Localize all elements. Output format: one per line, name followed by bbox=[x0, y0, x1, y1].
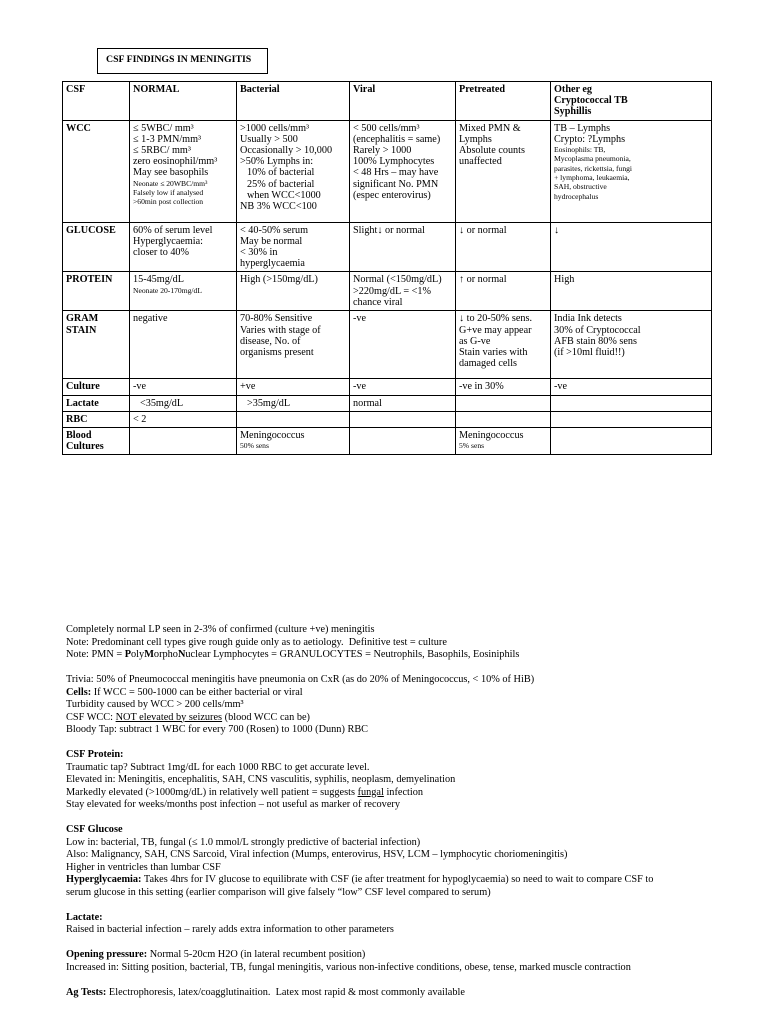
cell-text: Viral bbox=[353, 84, 376, 95]
cell-text: closer to 40% bbox=[133, 247, 190, 259]
cell-text: WCC bbox=[66, 122, 91, 134]
note-block bbox=[66, 949, 756, 974]
table-row bbox=[63, 311, 712, 379]
table-cell bbox=[456, 411, 551, 427]
cell-text: Absolute counts bbox=[459, 145, 525, 157]
cell-text: >50% Lymphs in: bbox=[240, 156, 314, 168]
table-cell bbox=[456, 428, 551, 455]
cell-text: damaged cells bbox=[459, 358, 517, 370]
note-line bbox=[66, 724, 756, 737]
table-body bbox=[63, 82, 712, 455]
cell-text: Pretreated bbox=[459, 84, 506, 95]
table-cell bbox=[130, 395, 237, 411]
table-title-box bbox=[97, 48, 268, 74]
cell-text: Syphillis bbox=[554, 106, 592, 118]
row-label bbox=[63, 120, 130, 222]
note-text: CSF WCC: bbox=[66, 711, 116, 723]
table-cell bbox=[130, 411, 237, 427]
note-text: Completely normal LP seen in 2-3% of confirmed (culture +ve) meningitis bbox=[66, 624, 375, 635]
table-cell bbox=[237, 395, 350, 411]
table-cell bbox=[130, 222, 237, 272]
note-line bbox=[66, 712, 756, 725]
table-cell bbox=[350, 311, 456, 379]
row-label bbox=[63, 428, 130, 455]
table-cell bbox=[350, 222, 456, 272]
note-line bbox=[66, 637, 756, 650]
cell-text: 15-45mg/dL bbox=[133, 274, 184, 286]
table-cell bbox=[456, 120, 551, 222]
table-cell bbox=[237, 120, 350, 222]
cell-text: Meningococcus bbox=[459, 430, 524, 442]
table-cell bbox=[130, 311, 237, 379]
cell-text: hydrocephalus bbox=[554, 191, 599, 201]
note-block bbox=[66, 624, 756, 662]
cell-text: Mycoplasma pneumonia, bbox=[554, 154, 631, 164]
table-row bbox=[63, 395, 712, 411]
table-title: CSF FINDINGS IN MENINGITIS bbox=[106, 54, 252, 65]
cell-text: Blood bbox=[66, 430, 92, 442]
note-line bbox=[66, 687, 756, 700]
cell-text: < 500 cells/mm³ bbox=[353, 122, 420, 134]
column-header bbox=[130, 82, 237, 121]
cell-text: Slight↓ or normal bbox=[353, 224, 425, 236]
table-cell bbox=[237, 222, 350, 272]
cell-text: 100% Lymphocytes bbox=[353, 156, 435, 168]
note-text: Elevated in: Meningitis, encephalitis, SAH, CNS vasculitis, syphilis, neoplasm, demyelination bbox=[66, 774, 456, 785]
cell-text: Meningococcus bbox=[240, 430, 305, 442]
note-line bbox=[66, 699, 756, 712]
note-line bbox=[66, 774, 756, 787]
note-text: M bbox=[144, 649, 154, 660]
table-cell bbox=[551, 395, 712, 411]
cell-text: Eosinophils: TB, bbox=[554, 145, 606, 155]
cell-text: disease, No. of bbox=[240, 335, 301, 347]
note-text: Opening pressure: bbox=[66, 949, 148, 960]
notes-section bbox=[66, 624, 756, 1012]
cell-text: Neonate 20-170mg/dL bbox=[133, 285, 202, 295]
cell-text: Lactate bbox=[66, 397, 99, 409]
note-line bbox=[66, 849, 756, 862]
cell-text: Cryptococcal TB bbox=[554, 95, 628, 107]
note-text: Stay elevated for weeks/months post infection – not useful as marker of recovery bbox=[66, 799, 400, 810]
cell-text: < 40-50% serum bbox=[240, 224, 308, 236]
cell-text: May be normal bbox=[240, 235, 303, 247]
cell-text: -ve in 30% bbox=[459, 381, 504, 393]
cell-text: >60min post collection bbox=[133, 197, 204, 207]
cell-text: STAIN bbox=[66, 324, 97, 336]
cell-text: 30% of Cryptococcal bbox=[554, 324, 641, 336]
note-text: P bbox=[124, 649, 132, 660]
note-block bbox=[66, 824, 756, 899]
cell-text: High (>150mg/dL) bbox=[240, 274, 318, 286]
note-line bbox=[66, 824, 756, 837]
cell-text: Rarely > 1000 bbox=[353, 145, 412, 157]
note-line bbox=[66, 862, 756, 875]
cell-text: Falsely low if analysed bbox=[133, 187, 204, 197]
note-text: Increased in: Sitting position, bacterial, TB, fungal meningitis, various non-infective conditions, obese, tense, marked muscle contraction bbox=[66, 961, 631, 973]
note-text: Bloody Tap: subtract 1 WBC for every 700 (Rosen) to 1000 (Dunn) RBC bbox=[66, 724, 369, 735]
table-cell bbox=[551, 311, 712, 379]
cell-text: TB – Lymphs bbox=[554, 122, 611, 134]
table-cell bbox=[350, 395, 456, 411]
note-line bbox=[66, 924, 756, 937]
row-label bbox=[63, 395, 130, 411]
cell-text: 5% sens bbox=[459, 441, 485, 451]
table-cell bbox=[237, 411, 350, 427]
table-row bbox=[63, 120, 712, 222]
table-cell bbox=[551, 411, 712, 427]
cell-text: (encephalitis = same) bbox=[353, 133, 441, 145]
cell-text: parasites, rickettsia, fungi bbox=[554, 163, 633, 173]
cell-text: PROTEIN bbox=[66, 274, 113, 286]
cell-text: Usually > 500 bbox=[240, 133, 298, 145]
cell-text: Mixed PMN & bbox=[459, 122, 521, 134]
cell-text: (if >10ml fluid!!) bbox=[554, 347, 625, 359]
table-cell bbox=[456, 272, 551, 311]
cell-text: Culture bbox=[66, 381, 100, 393]
note-text: Trivia: 50% of Pneumococcal meningitis have pneumonia on CxR (as do 20% of Meningococcus, < 10% of HiB) bbox=[66, 674, 535, 685]
note-block bbox=[66, 749, 756, 812]
note-line bbox=[66, 912, 756, 925]
cell-text: Cultures bbox=[66, 441, 104, 453]
note-text: If WCC = 500-1000 can be either bacterial or viral bbox=[91, 686, 303, 698]
row-label bbox=[63, 311, 130, 379]
table-cell bbox=[130, 272, 237, 311]
note-text: Hyperglycaemia: bbox=[66, 874, 142, 885]
table-cell bbox=[551, 272, 712, 311]
cell-text: >1000 cells/mm³ bbox=[240, 122, 310, 134]
cell-text: organisms present bbox=[240, 347, 314, 359]
note-line bbox=[66, 887, 756, 900]
table-row bbox=[63, 272, 712, 311]
table-cell bbox=[551, 120, 712, 222]
table-cell bbox=[456, 395, 551, 411]
table-cell bbox=[456, 311, 551, 379]
note-text: Note: PMN = bbox=[66, 649, 125, 660]
note-text: Cells: bbox=[66, 686, 92, 698]
cell-text: G+ve may appear bbox=[459, 324, 532, 336]
note-text: Lactate: bbox=[66, 911, 103, 923]
cell-text: zero eosinophil/mm³ bbox=[133, 156, 218, 168]
table-cell bbox=[350, 120, 456, 222]
cell-text: >220mg/dL = <1% bbox=[353, 285, 431, 297]
table-row bbox=[63, 411, 712, 427]
table-cell bbox=[456, 379, 551, 395]
table-row bbox=[63, 428, 712, 455]
cell-text: AFB stain 80% sens bbox=[554, 335, 637, 347]
note-text: serum glucose in this setting (earlier comparison will give falsely “low” CSF level compared to serum) bbox=[66, 886, 491, 898]
table-cell bbox=[130, 428, 237, 455]
table-cell bbox=[350, 272, 456, 311]
cell-text: -ve bbox=[554, 381, 568, 393]
cell-text: Occasionally > 10,000 bbox=[240, 145, 333, 157]
note-text: Markedly elevated (>1000mg/dL) in relatively well patient = suggests bbox=[66, 786, 358, 798]
cell-text: High bbox=[554, 274, 575, 286]
cell-text: Lymphs bbox=[459, 133, 492, 145]
column-header bbox=[237, 82, 350, 121]
column-header bbox=[350, 82, 456, 121]
cell-text: 25% of bacterial bbox=[247, 178, 315, 190]
table-cell bbox=[551, 428, 712, 455]
cell-text: India Ink detects bbox=[554, 313, 622, 325]
note-line bbox=[66, 624, 756, 637]
cell-text: Bacterial bbox=[240, 84, 280, 95]
column-header bbox=[551, 82, 712, 121]
cell-text: ≤ 5RBC/ mm³ bbox=[133, 145, 191, 157]
cell-text: 50% sens bbox=[240, 441, 269, 451]
note-text: uclear Lymphocytes = GRANULOCYTES = Neutrophils, Basophils, Eosiniphils bbox=[185, 649, 520, 660]
note-text: Ag Tests: bbox=[66, 986, 107, 998]
note-text: Normal 5-20cm H2O (in lateral recumbent position) bbox=[147, 949, 366, 960]
note-text: Traumatic tap? Subtract 1mg/dL for each 1000 RBC to get accurate level. bbox=[66, 761, 370, 773]
note-text: Higher in ventricles than lumbar CSF bbox=[66, 861, 221, 873]
note-text: fungal bbox=[357, 786, 384, 798]
cell-text: -ve bbox=[133, 381, 147, 393]
cell-text: chance viral bbox=[353, 296, 403, 308]
note-line bbox=[66, 874, 756, 887]
table-cell bbox=[551, 379, 712, 395]
table-cell bbox=[237, 311, 350, 379]
cell-text: normal bbox=[353, 397, 382, 409]
cell-text: <35mg/dL bbox=[140, 397, 184, 409]
cell-text: unaffected bbox=[459, 156, 502, 168]
column-header bbox=[456, 82, 551, 121]
cell-text: Crypto: ?Lymphs bbox=[554, 133, 626, 145]
note-text: CSF Glucose bbox=[66, 824, 123, 835]
note-block bbox=[66, 912, 756, 937]
note-line bbox=[66, 762, 756, 775]
cell-text: hyperglycaemia bbox=[240, 258, 305, 270]
cell-text: -ve bbox=[353, 313, 367, 325]
note-line bbox=[66, 799, 756, 812]
cell-text: negative bbox=[133, 313, 168, 325]
note-text: infection bbox=[383, 786, 424, 798]
cell-text: Stain varies with bbox=[459, 347, 528, 359]
note-line bbox=[66, 749, 756, 762]
row-label bbox=[63, 411, 130, 427]
note-line bbox=[66, 787, 756, 800]
cell-text: significant No. PMN bbox=[353, 178, 439, 190]
cell-text: < 48 Hrs – may have bbox=[353, 167, 439, 179]
table-row bbox=[63, 222, 712, 272]
cell-text: ≤ 1-3 PMN/mm³ bbox=[133, 133, 202, 145]
table-cell bbox=[350, 428, 456, 455]
cell-text: ↓ bbox=[554, 224, 560, 236]
cell-text: Hyperglycaemia: bbox=[133, 235, 203, 247]
note-block bbox=[66, 674, 756, 737]
cell-text: Varies with stage of bbox=[240, 324, 321, 336]
note-line bbox=[66, 962, 756, 975]
note-line bbox=[66, 949, 756, 962]
note-block bbox=[66, 987, 756, 1000]
cell-text: ≤ 5WBC/ mm³ bbox=[133, 122, 194, 134]
cell-text: May see basophils bbox=[133, 167, 209, 179]
cell-text: < 30% in bbox=[240, 247, 278, 259]
table-cell bbox=[237, 428, 350, 455]
cell-text: as G-ve bbox=[459, 335, 491, 347]
cell-text: + lymphoma, leukaemia, bbox=[554, 172, 630, 182]
cell-text: ↓ to 20-50% sens. bbox=[459, 313, 533, 325]
cell-text: ↓ or normal bbox=[459, 224, 507, 236]
table-cell bbox=[551, 222, 712, 272]
cell-text: GLUCOSE bbox=[66, 224, 116, 236]
note-line bbox=[66, 674, 756, 687]
cell-text: Neonate ≤ 20WBC/mm³ bbox=[133, 178, 208, 188]
note-text: (blood WCC can be) bbox=[222, 711, 310, 723]
cell-text: (espec enterovirus) bbox=[353, 189, 431, 201]
csf-findings-table bbox=[62, 81, 712, 455]
cell-text: < 2 bbox=[133, 413, 147, 425]
table-cell bbox=[130, 120, 237, 222]
cell-text: NORMAL bbox=[133, 84, 180, 95]
cell-text: 60% of serum level bbox=[133, 224, 213, 236]
cell-text: when WCC<1000 bbox=[247, 189, 321, 201]
note-line bbox=[66, 649, 756, 662]
note-text: orpho bbox=[153, 649, 178, 660]
table-cell bbox=[130, 379, 237, 395]
note-text: NOT elevated by seizures bbox=[115, 711, 223, 723]
note-text: Low in: bacterial, TB, fungal (≤ 1.0 mmol/L strongly predictive of bacterial infection) bbox=[66, 836, 421, 848]
table-cell bbox=[350, 379, 456, 395]
table-cell bbox=[350, 411, 456, 427]
cell-text: ↑ or normal bbox=[459, 274, 507, 286]
row-label-header bbox=[63, 82, 130, 121]
note-text: Electrophoresis, latex/coagglutinaition. Latex most rapid & most commonly available bbox=[106, 986, 465, 998]
cell-text: 10% of bacterial bbox=[247, 167, 315, 179]
note-text: Also: Malignancy, SAH, CNS Sarcoid, Viral infection (Mumps, enterovirus, HSV, LCM – lymphocytic choriomeningitis) bbox=[66, 849, 568, 860]
note-text: Takes 4hrs for IV glucose to equilibrate with CSF (ie after treatment for hypoglycaemia) so need to wait to compare CSF to bbox=[141, 874, 654, 885]
cell-text: SAH, obstructive bbox=[554, 182, 607, 192]
cell-text: 70-80% Sensitive bbox=[240, 313, 313, 325]
note-text: oly bbox=[131, 649, 145, 660]
cell-text: GRAM bbox=[66, 313, 99, 325]
row-label bbox=[63, 222, 130, 272]
note-text: N bbox=[177, 649, 186, 660]
cell-text: RBC bbox=[66, 413, 88, 425]
table-row bbox=[63, 379, 712, 395]
cell-text: NB 3% WCC<100 bbox=[240, 201, 317, 213]
table-cell bbox=[237, 379, 350, 395]
cell-text: CSF bbox=[66, 84, 86, 95]
header-row bbox=[63, 82, 712, 121]
cell-text: +ve bbox=[240, 381, 256, 393]
note-text: Turbidity caused by WCC > 200 cells/mm³ bbox=[66, 699, 244, 710]
note-text: Raised in bacterial infection – rarely adds extra information to other parameters bbox=[66, 924, 394, 935]
row-label bbox=[63, 272, 130, 311]
row-label bbox=[63, 379, 130, 395]
cell-text: -ve bbox=[353, 381, 367, 393]
note-line bbox=[66, 837, 756, 850]
note-text: Note: Predominant cell types give rough guide only as to aetiology. Definitive test = culture bbox=[66, 636, 447, 648]
cell-text: >35mg/dL bbox=[247, 397, 291, 409]
cell-text: Normal (<150mg/dL) bbox=[353, 274, 442, 286]
cell-text: Other eg bbox=[554, 84, 593, 95]
table-cell bbox=[456, 222, 551, 272]
note-text: CSF Protein: bbox=[66, 749, 124, 760]
note-line bbox=[66, 987, 756, 1000]
table-cell bbox=[237, 272, 350, 311]
